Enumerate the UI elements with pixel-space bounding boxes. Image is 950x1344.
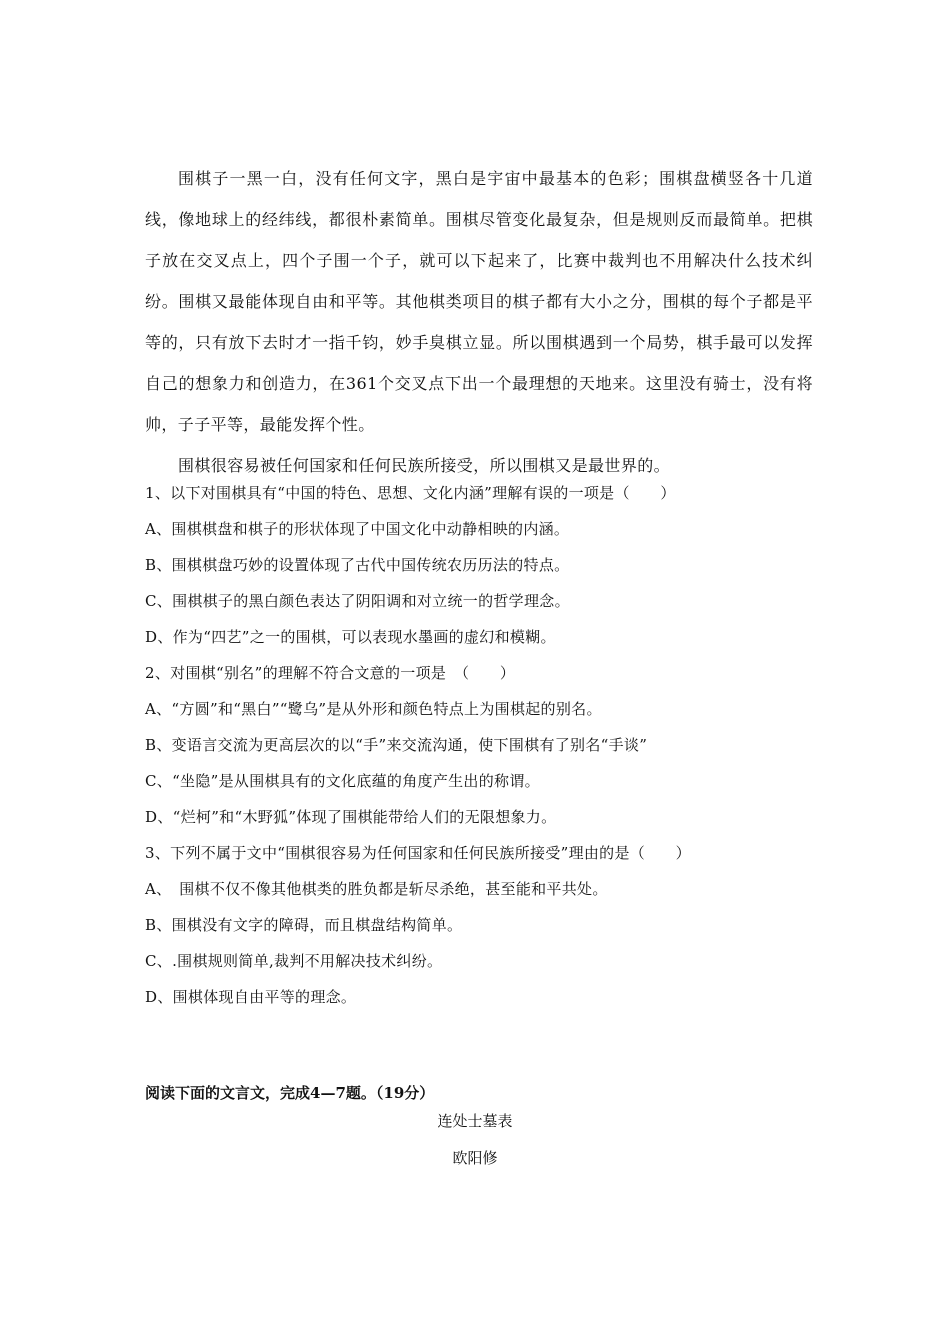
- question-2: [145, 655, 835, 835]
- question-stem: 2、对围棋“别名”的理解不符合文意的一项是 （ ）: [145, 664, 516, 682]
- question-list: [145, 475, 835, 1015]
- option-c: C、“坐隐”是从围棋具有的文化底蕴的角度产生出的称谓。: [145, 772, 540, 790]
- reading-passage: [145, 158, 813, 486]
- passage-paragraph-2: 围棋很容易被任何国家和任何民族所接受，所以围棋又是最世界的。: [178, 456, 671, 475]
- option-d: D、“烂柯”和“木野狐”体现了围棋能带给人们的无限想象力。: [145, 808, 557, 826]
- option-a: A、“方圆”和“黑白”“鹭乌”是从外形和颜色特点上为围棋起的别名。: [145, 700, 602, 718]
- option-b: B、围棋棋盘巧妙的设置体现了古代中国传统农历历法的特点。: [145, 556, 570, 574]
- essay-title: 连处士墓表: [437, 1112, 513, 1130]
- option-c: C、围棋棋子的黑白颜色表达了阴阳调和对立统一的哲学理念。: [145, 592, 570, 610]
- option-d: D、作为“四艺”之一的围棋，可以表现水墨画的虚幻和模糊。: [145, 628, 556, 646]
- question-stem: 1、以下对围棋具有“中国的特色、思想、文化内涵”理解有误的一项是（ ）: [145, 484, 676, 502]
- passage-paragraph-1: 围棋子一黑一白，没有任何文字，黑白是宇宙中最基本的色彩；围棋盘横竖各十几道线，像地球上的经纬线，都很朴素简单。围棋尽管变化最复杂，但是规则反而最简单。把棋子放在交叉点上，四个子围一个子，就可以下起来了，比赛中裁判也不用解决什么技术纠纷。围棋又最能体现自由和平等。其他棋类项目的棋子都有大小之分，围棋的每个子都是平等的，只有放下去时才一指千钧，妙手臭棋立显。所以围棋遇到一个局势，棋手最可以发挥自己的想象力和创造力，在361个交叉点下出一个最理想的天地来。这里没有骑士，没有将帅，子子平等，最能发挥个性。: [145, 169, 813, 434]
- essay-author: 欧阳修: [452, 1149, 498, 1167]
- question-1: [145, 475, 835, 655]
- option-a: A、 围棋不仅不像其他棋类的胜负都是斩尽杀绝，甚至能和平共处。: [145, 880, 608, 898]
- question-3: [145, 835, 835, 1015]
- option-c: C、.围棋规则简单,裁判不用解决技术纠纷。: [145, 952, 443, 970]
- option-b: B、围棋没有文字的障碍，而且棋盘结构简单。: [145, 916, 463, 934]
- classical-reading-section: [145, 1080, 835, 1106]
- option-d: D、围棋体现自由平等的理念。: [145, 988, 357, 1006]
- option-b: B、变语言交流为更高层次的以“手”来交流沟通，使下围棋有了别名“手谈”: [145, 736, 648, 754]
- section-heading: 阅读下面的文言文，完成4—7题。（19分）: [145, 1084, 435, 1102]
- option-a: A、围棋棋盘和棋子的形状体现了中国文化中动静相映的内涵。: [145, 520, 570, 538]
- question-stem: 3、下列不属于文中“围棋很容易为任何国家和任何民族所接受”理由的是（ ）: [145, 844, 691, 862]
